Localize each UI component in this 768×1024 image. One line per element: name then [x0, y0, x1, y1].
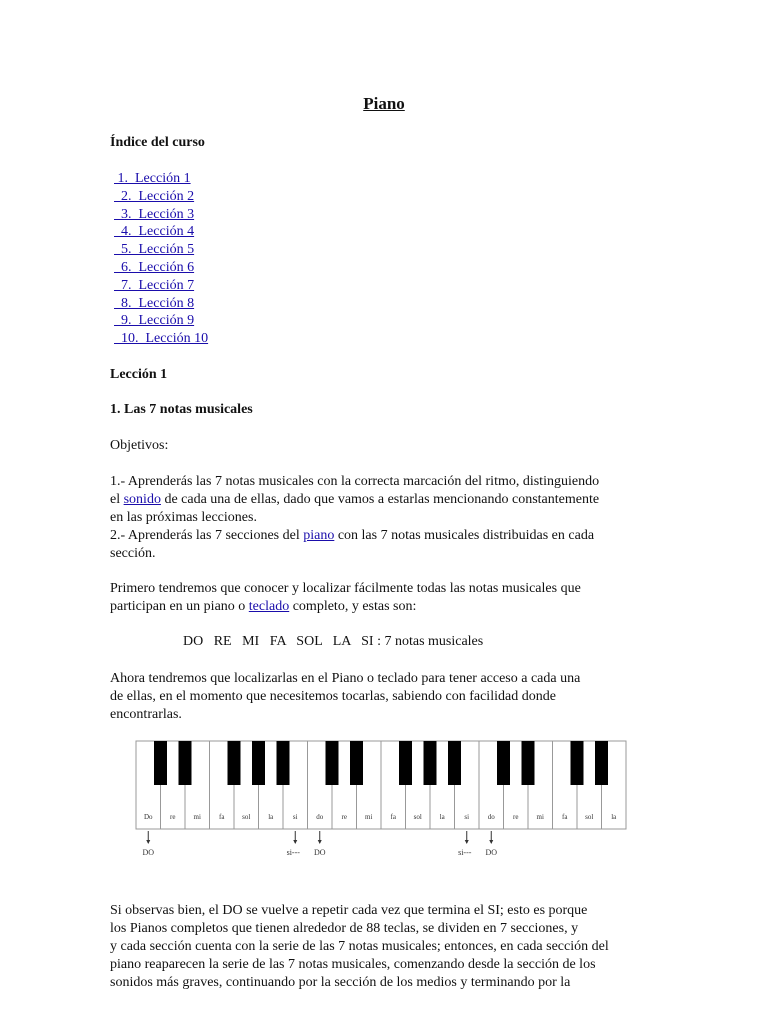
objective-2-line-1 — [110, 527, 670, 545]
teclado-link[interactable]: teclado — [248, 599, 290, 614]
intro-line-2 — [110, 598, 670, 616]
black-key — [448, 741, 461, 785]
objective-2-line-2: sección. — [110, 546, 156, 561]
explanation-line-5: sonidos más graves, continuando por la sección de los medios y terminando por la — [110, 975, 571, 990]
white-key-label: sol — [585, 813, 594, 821]
intro-line-1: Primero tendremos que conocer y localizar fácilmente todas las notas musicales que — [110, 581, 581, 596]
objective-1 — [110, 473, 670, 563]
marker-label: DO — [313, 848, 326, 857]
white-key-label: re — [170, 813, 176, 821]
marker-arrow-head — [465, 840, 469, 844]
toc-link-5[interactable]: 5. Lección 5 — [114, 242, 195, 258]
explanation-line-2: los Pianos completos que tienen alrededor de 88 teclas, se dividen en 7 secciones, y — [110, 921, 579, 936]
black-key — [277, 741, 290, 785]
white-key-label: mi — [536, 813, 544, 821]
objectives-label: Objetivos: — [110, 438, 169, 453]
objective-1-line-2 — [110, 491, 670, 509]
toc-link-8[interactable]: 8. Lección 8 — [114, 295, 195, 311]
white-key-label: fa — [390, 813, 396, 821]
marker-label: si--- — [458, 848, 472, 857]
black-key — [326, 741, 339, 785]
locate-line-2: de ellas, en el momento que necesitemos tocarlas, sabiendo con facilidad donde — [110, 689, 556, 704]
lesson-heading: Lección 1 — [110, 367, 168, 382]
marker-label: DO — [142, 848, 155, 857]
white-key-label: la — [439, 813, 445, 821]
black-key — [252, 741, 265, 785]
black-key — [571, 741, 584, 785]
marker-arrow-head — [489, 840, 493, 844]
black-key — [179, 741, 192, 785]
marker-label: DO — [485, 848, 498, 857]
intro-paragraph — [110, 580, 670, 616]
text: completo, y estas son: — [289, 599, 417, 614]
toc-link-6[interactable]: 6. Lección 6 — [114, 259, 195, 275]
toc-link-1[interactable]: 1. Lección 1 — [114, 171, 191, 186]
text: con las 7 notas musicales distribuidas en cada — [334, 528, 595, 543]
locate-line-1: Ahora tendremos que localizarlas en el Piano o teclado para tener acceso a cada una — [110, 671, 581, 686]
explanation-line-3: y cada sección cuenta con la serie de las 7 notas musicales; entonces, en cada sección del — [110, 939, 609, 954]
piano-link[interactable]: piano — [303, 528, 335, 543]
white-key-label: si — [464, 813, 470, 821]
notes-line: DO RE MI FA SOL LA SI : 7 notas musicales — [183, 634, 484, 649]
white-key-label: re — [513, 813, 519, 821]
white-key-label: sol — [413, 813, 422, 821]
black-key — [424, 741, 437, 785]
white-key-label: la — [611, 813, 617, 821]
marker-arrow-head — [293, 840, 297, 844]
black-key — [522, 741, 535, 785]
section-heading: 1. Las 7 notas musicales — [110, 402, 253, 417]
white-key-label: mi — [365, 813, 373, 821]
locate-paragraph — [110, 670, 670, 724]
piano-keyboard-diagram — [134, 739, 654, 861]
white-key-label: fa — [219, 813, 225, 821]
locate-line-3: encontrarlas. — [110, 707, 182, 722]
objective-1-line-3: en las próximas lecciones. — [110, 510, 257, 525]
black-key — [228, 741, 241, 785]
sonido-link[interactable]: sonido — [123, 492, 161, 507]
white-key-label: do — [316, 813, 324, 821]
marker-arrow-head — [318, 840, 322, 844]
explanation-line-4: piano reaparecen la serie de las 7 notas musicales, comenzando desde la sección de los — [110, 957, 596, 972]
white-key-label: do — [487, 813, 495, 821]
white-key-label: sol — [242, 813, 251, 821]
black-key — [154, 741, 167, 785]
text: el — [110, 492, 124, 507]
page-title: Piano — [363, 94, 405, 113]
white-key-label: fa — [562, 813, 568, 821]
text: participan en un piano o — [110, 599, 249, 614]
toc-link-9[interactable]: 9. Lección 9 — [114, 313, 195, 329]
white-key-label: si — [292, 813, 298, 821]
toc-link-2[interactable]: 2. Lección 2 — [114, 188, 195, 204]
toc-link-10[interactable]: 10. Lección 10 — [114, 331, 209, 347]
marker-arrow-head — [146, 840, 150, 844]
explanation-line-1: Si observas bien, el DO se vuelve a repetir cada vez que termina el SI; esto es porque — [110, 903, 588, 918]
white-key-label: Do — [143, 813, 153, 821]
black-key — [399, 741, 412, 785]
toc-link-3[interactable]: 3. Lección 3 — [114, 206, 195, 222]
white-key-label: mi — [193, 813, 201, 821]
explanation-paragraph — [110, 902, 670, 992]
index-heading: Índice del curso — [110, 135, 205, 150]
objective-1-line-1: 1.- Aprenderás las 7 notas musicales con la correcta marcación del ritmo, distinguiendo — [110, 474, 600, 489]
table-of-contents — [114, 170, 208, 348]
marker-label: si--- — [286, 848, 300, 857]
white-key-label: re — [341, 813, 347, 821]
black-key — [497, 741, 510, 785]
toc-link-7[interactable]: 7. Lección 7 — [114, 277, 195, 293]
text: de cada una de ellas, dado que vamos a estarlas mencionando constantemente — [160, 492, 600, 507]
black-key — [595, 741, 608, 785]
text: 2.- Aprenderás las 7 secciones del — [110, 528, 304, 543]
black-key — [350, 741, 363, 785]
white-key-label: la — [268, 813, 274, 821]
toc-link-4[interactable]: 4. Lección 4 — [114, 224, 195, 240]
